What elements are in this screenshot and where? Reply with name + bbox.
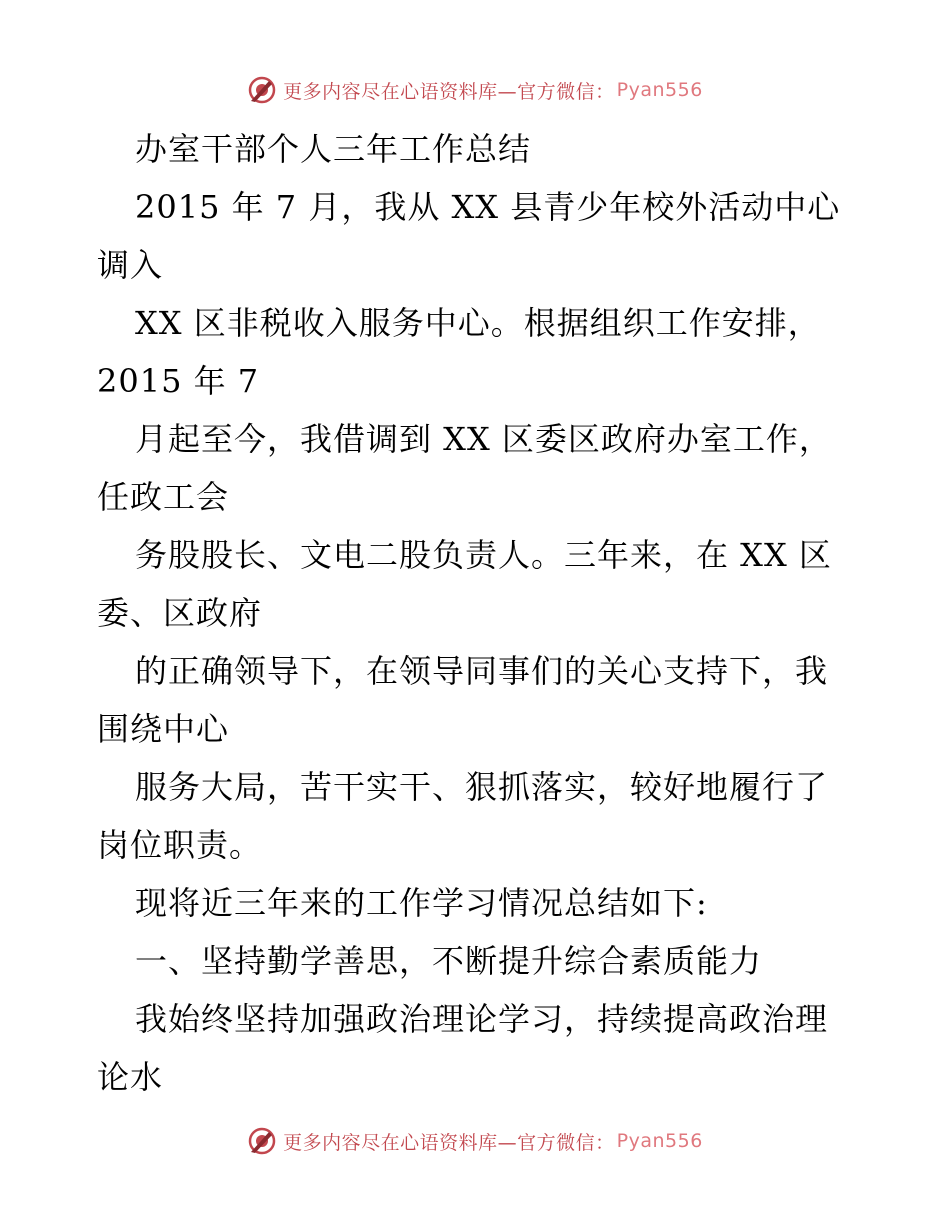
paragraph-line: 月起至今，我借调到 XX 区委区政府办室工作， (135, 420, 832, 458)
watermark-text: 更多内容尽在心语资料库—官方微信： (283, 80, 615, 103)
watermark-wechat-id: Pyan556 (616, 1130, 703, 1152)
paragraph-line: 我始终坚持加强政治理论学习，持续提高政治理 (135, 1000, 829, 1038)
paragraph-line: 论水 (97, 1058, 164, 1096)
section-heading: 一、坚持勤学善思，不断提升综合素质能力 (135, 942, 763, 980)
header-watermark (0, 73, 950, 107)
document-body (97, 120, 857, 1106)
paragraph-line: 2015 年 7 (97, 362, 260, 400)
watermark-wechat-id: Pyan556 (616, 79, 703, 101)
paragraph-line: 调入 (97, 246, 164, 284)
paragraph-line: XX 区非税收入服务中心。根据组织工作安排， (135, 304, 821, 342)
watermark-text: 更多内容尽在心语资料库—官方微信： (283, 1131, 615, 1154)
paragraph-line: 务股股长、文电二股负责人。三年来，在 XX 区 (135, 536, 832, 574)
paragraph-line: 2015 年 7 月，我从 XX 县青少年校外活动中心 (135, 188, 841, 226)
footer-watermark (0, 1124, 950, 1158)
quill-seal-icon (247, 75, 277, 105)
paragraph-line: 服务大局，苦干实干、狠抓落实，较好地履行了 (135, 768, 829, 806)
paragraph-line: 委、区政府 (97, 594, 263, 632)
paragraph-line: 任政工会 (97, 478, 230, 516)
paragraph-line: 围绕中心 (97, 710, 230, 748)
quill-seal-icon (247, 1126, 277, 1156)
document-title: 办室干部个人三年工作总结 (135, 130, 532, 168)
paragraph-line: 岗位职责。 (97, 826, 263, 864)
paragraph-line: 的正确领导下，在领导同事们的关心支持下，我 (135, 652, 829, 690)
paragraph-line: 现将近三年来的工作学习情况总结如下: (135, 884, 708, 922)
